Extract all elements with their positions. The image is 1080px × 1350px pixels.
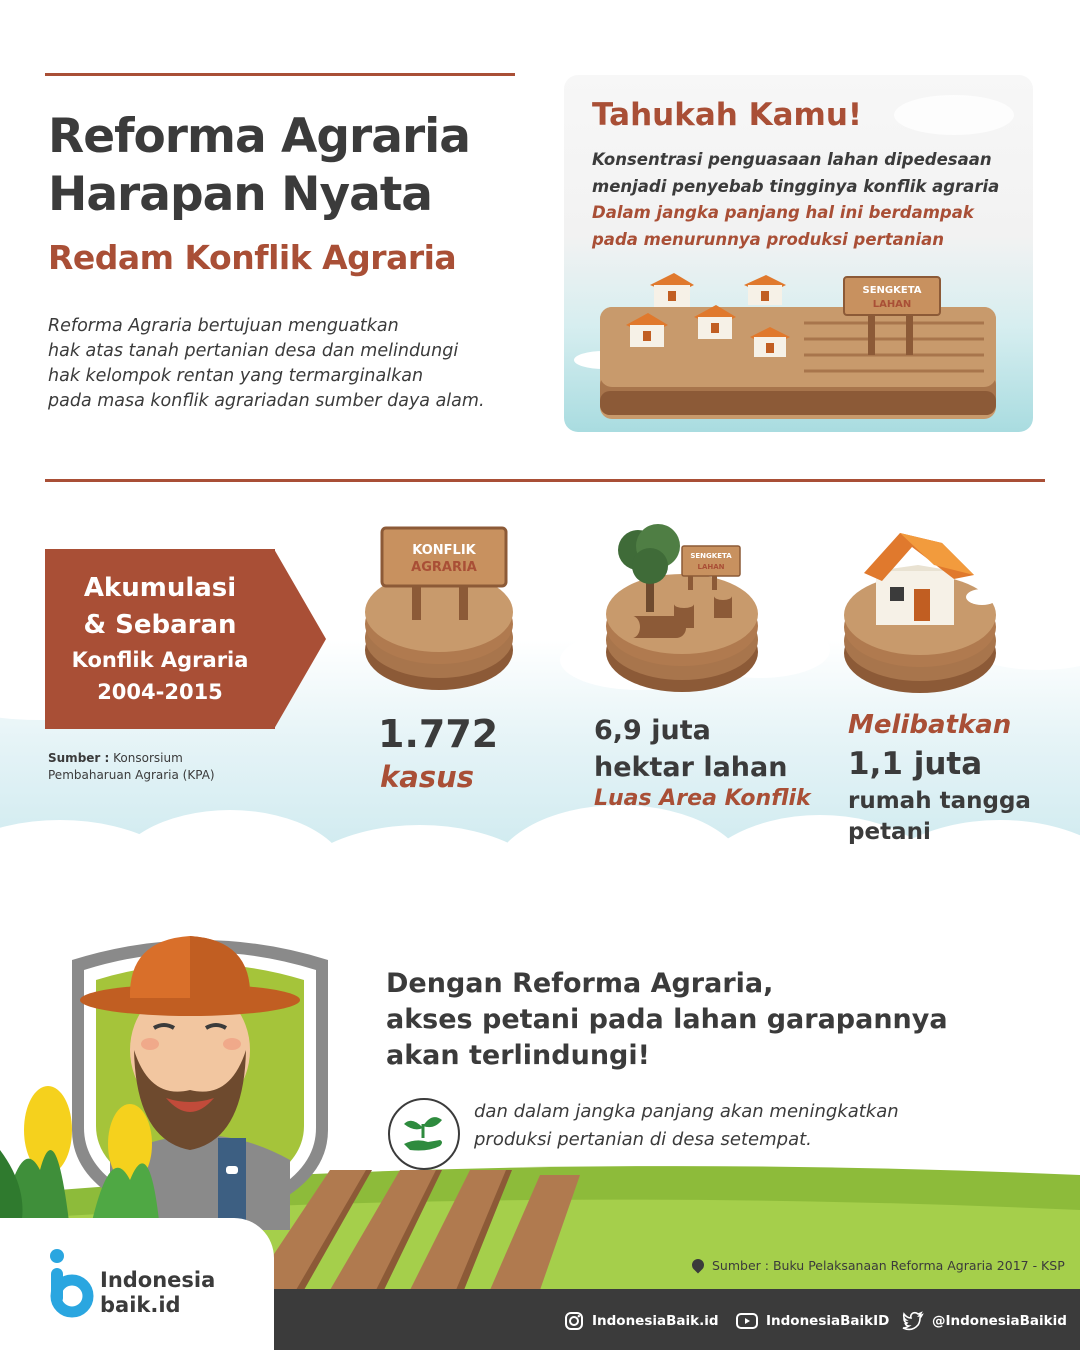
pin-icon: [690, 1257, 707, 1274]
logo-line: Indonesia: [100, 1268, 216, 1292]
sign-text: KONFLIK: [412, 543, 476, 558]
social-twitter[interactable]: [902, 1311, 1067, 1331]
tagline-line: dan dalam jangka panjang akan meningkatkan: [474, 1101, 899, 1122]
intro-line: hak kelompok rentan yang termarginalkan: [48, 366, 424, 386]
source-label: Sumber :: [48, 751, 110, 765]
land-area-illustration: [602, 520, 762, 695]
headline-line: Dengan Reforma Agraria,: [386, 968, 774, 999]
stat-household-line: rumah tangga: [848, 788, 1031, 814]
akumulasi-line: 2004-2015: [97, 680, 223, 704]
fact-title: Tahukah Kamu!: [592, 97, 863, 133]
social-handle: IndonesiaBaik.id: [592, 1313, 719, 1329]
fact-highlight-line: Dalam jangka panjang hal ini berdampak: [592, 203, 974, 222]
plant-hand-icon: [388, 1098, 460, 1170]
middle-rule: [45, 479, 1045, 482]
closing-tagline: [474, 1098, 1014, 1154]
stat-household-label: [848, 786, 1031, 848]
sign-text: LAHAN: [697, 563, 725, 571]
house-icon: [650, 273, 694, 307]
stat-cases-label: kasus: [380, 760, 475, 794]
intro-line: pada masa konflik agrariadan sumber daya alam.: [48, 391, 485, 411]
stat-household-line: petani: [848, 819, 931, 845]
intro-line: Reforma Agraria bertujuan menguatkan: [48, 316, 399, 336]
intro-line: hak atas tanah pertanian desa dan melindungi: [48, 341, 459, 361]
sign-text: LAHAN: [872, 299, 912, 310]
page-subtitle: Redam Konflik Agraria: [48, 238, 457, 277]
stat-land-label: Luas Area Konflik: [594, 786, 811, 811]
page-title: [48, 108, 568, 224]
stat-land-line: 6,9 juta: [594, 715, 711, 746]
title-line-1: Reforma Agraria: [48, 109, 470, 164]
title-line-2: Harapan Nyata: [48, 167, 432, 222]
sign-text: SENGKETA: [690, 552, 732, 560]
social-youtube[interactable]: [736, 1311, 889, 1331]
twitter-icon: [902, 1311, 924, 1331]
stat-cases-value: 1.772: [378, 712, 499, 756]
social-instagram[interactable]: [564, 1311, 719, 1331]
fact-line: Konsentrasi penguasaan lahan dipedesaan: [592, 150, 992, 169]
akumulasi-text: [45, 570, 275, 708]
top-rule: [45, 73, 515, 76]
fact-highlight-line: pada menurunnya produksi pertanian: [592, 229, 945, 249]
fact-line: menjadi penyebab tingginya konflik agraria: [592, 176, 1000, 196]
social-handle: IndonesiaBaikID: [766, 1313, 890, 1329]
banner-arrow: [274, 549, 326, 729]
stat-land-line: hektar lahan: [594, 752, 788, 783]
footer-source-text: Sumber : Buku Pelaksanaan Reforma Agraria 2017 - KSP: [712, 1258, 1065, 1273]
house-icon: [744, 275, 786, 305]
intro-paragraph: [48, 314, 548, 414]
headline-line: akan terlindungi!: [386, 1040, 650, 1071]
headline-line: akses petani pada lahan garapannya: [386, 1004, 948, 1035]
sign-text: AGRARIA: [411, 560, 477, 575]
conflict-sign-illustration: [364, 510, 514, 695]
logo-text[interactable]: [100, 1268, 215, 1318]
stat-household-prefix: Melibatkan: [848, 710, 1012, 740]
indonesiabaik-logo-icon[interactable]: [48, 1248, 98, 1318]
footer-source: [692, 1258, 1065, 1273]
akumulasi-line: & Sebaran: [83, 610, 237, 640]
akumulasi-line: Akumulasi: [83, 573, 237, 603]
youtube-icon: [736, 1311, 758, 1331]
akumulasi-line: Konflik Agraria: [71, 648, 249, 672]
farmer-illustration: [0, 930, 360, 1230]
tagline-line: produksi pertanian di desa setempat.: [474, 1129, 812, 1150]
logo-line: baik.id: [100, 1293, 181, 1317]
stat-household-value: 1,1 juta: [848, 746, 983, 782]
house-illustration: [842, 525, 1000, 695]
sign-text: SENGKETA: [862, 285, 922, 296]
akumulasi-source: [48, 750, 268, 784]
social-handle: @IndonesiaBaikid: [932, 1313, 1067, 1329]
source-text: Konsorsium: [113, 751, 183, 765]
source-text: Pembaharuan Agraria (KPA): [48, 768, 215, 782]
land-dispute-illustration: [564, 255, 1033, 432]
fact-body: [592, 147, 1022, 253]
fact-card: [564, 75, 1033, 432]
instagram-icon: [564, 1311, 584, 1331]
closing-headline: [386, 966, 1006, 1074]
stat-land-value: [594, 712, 787, 786]
